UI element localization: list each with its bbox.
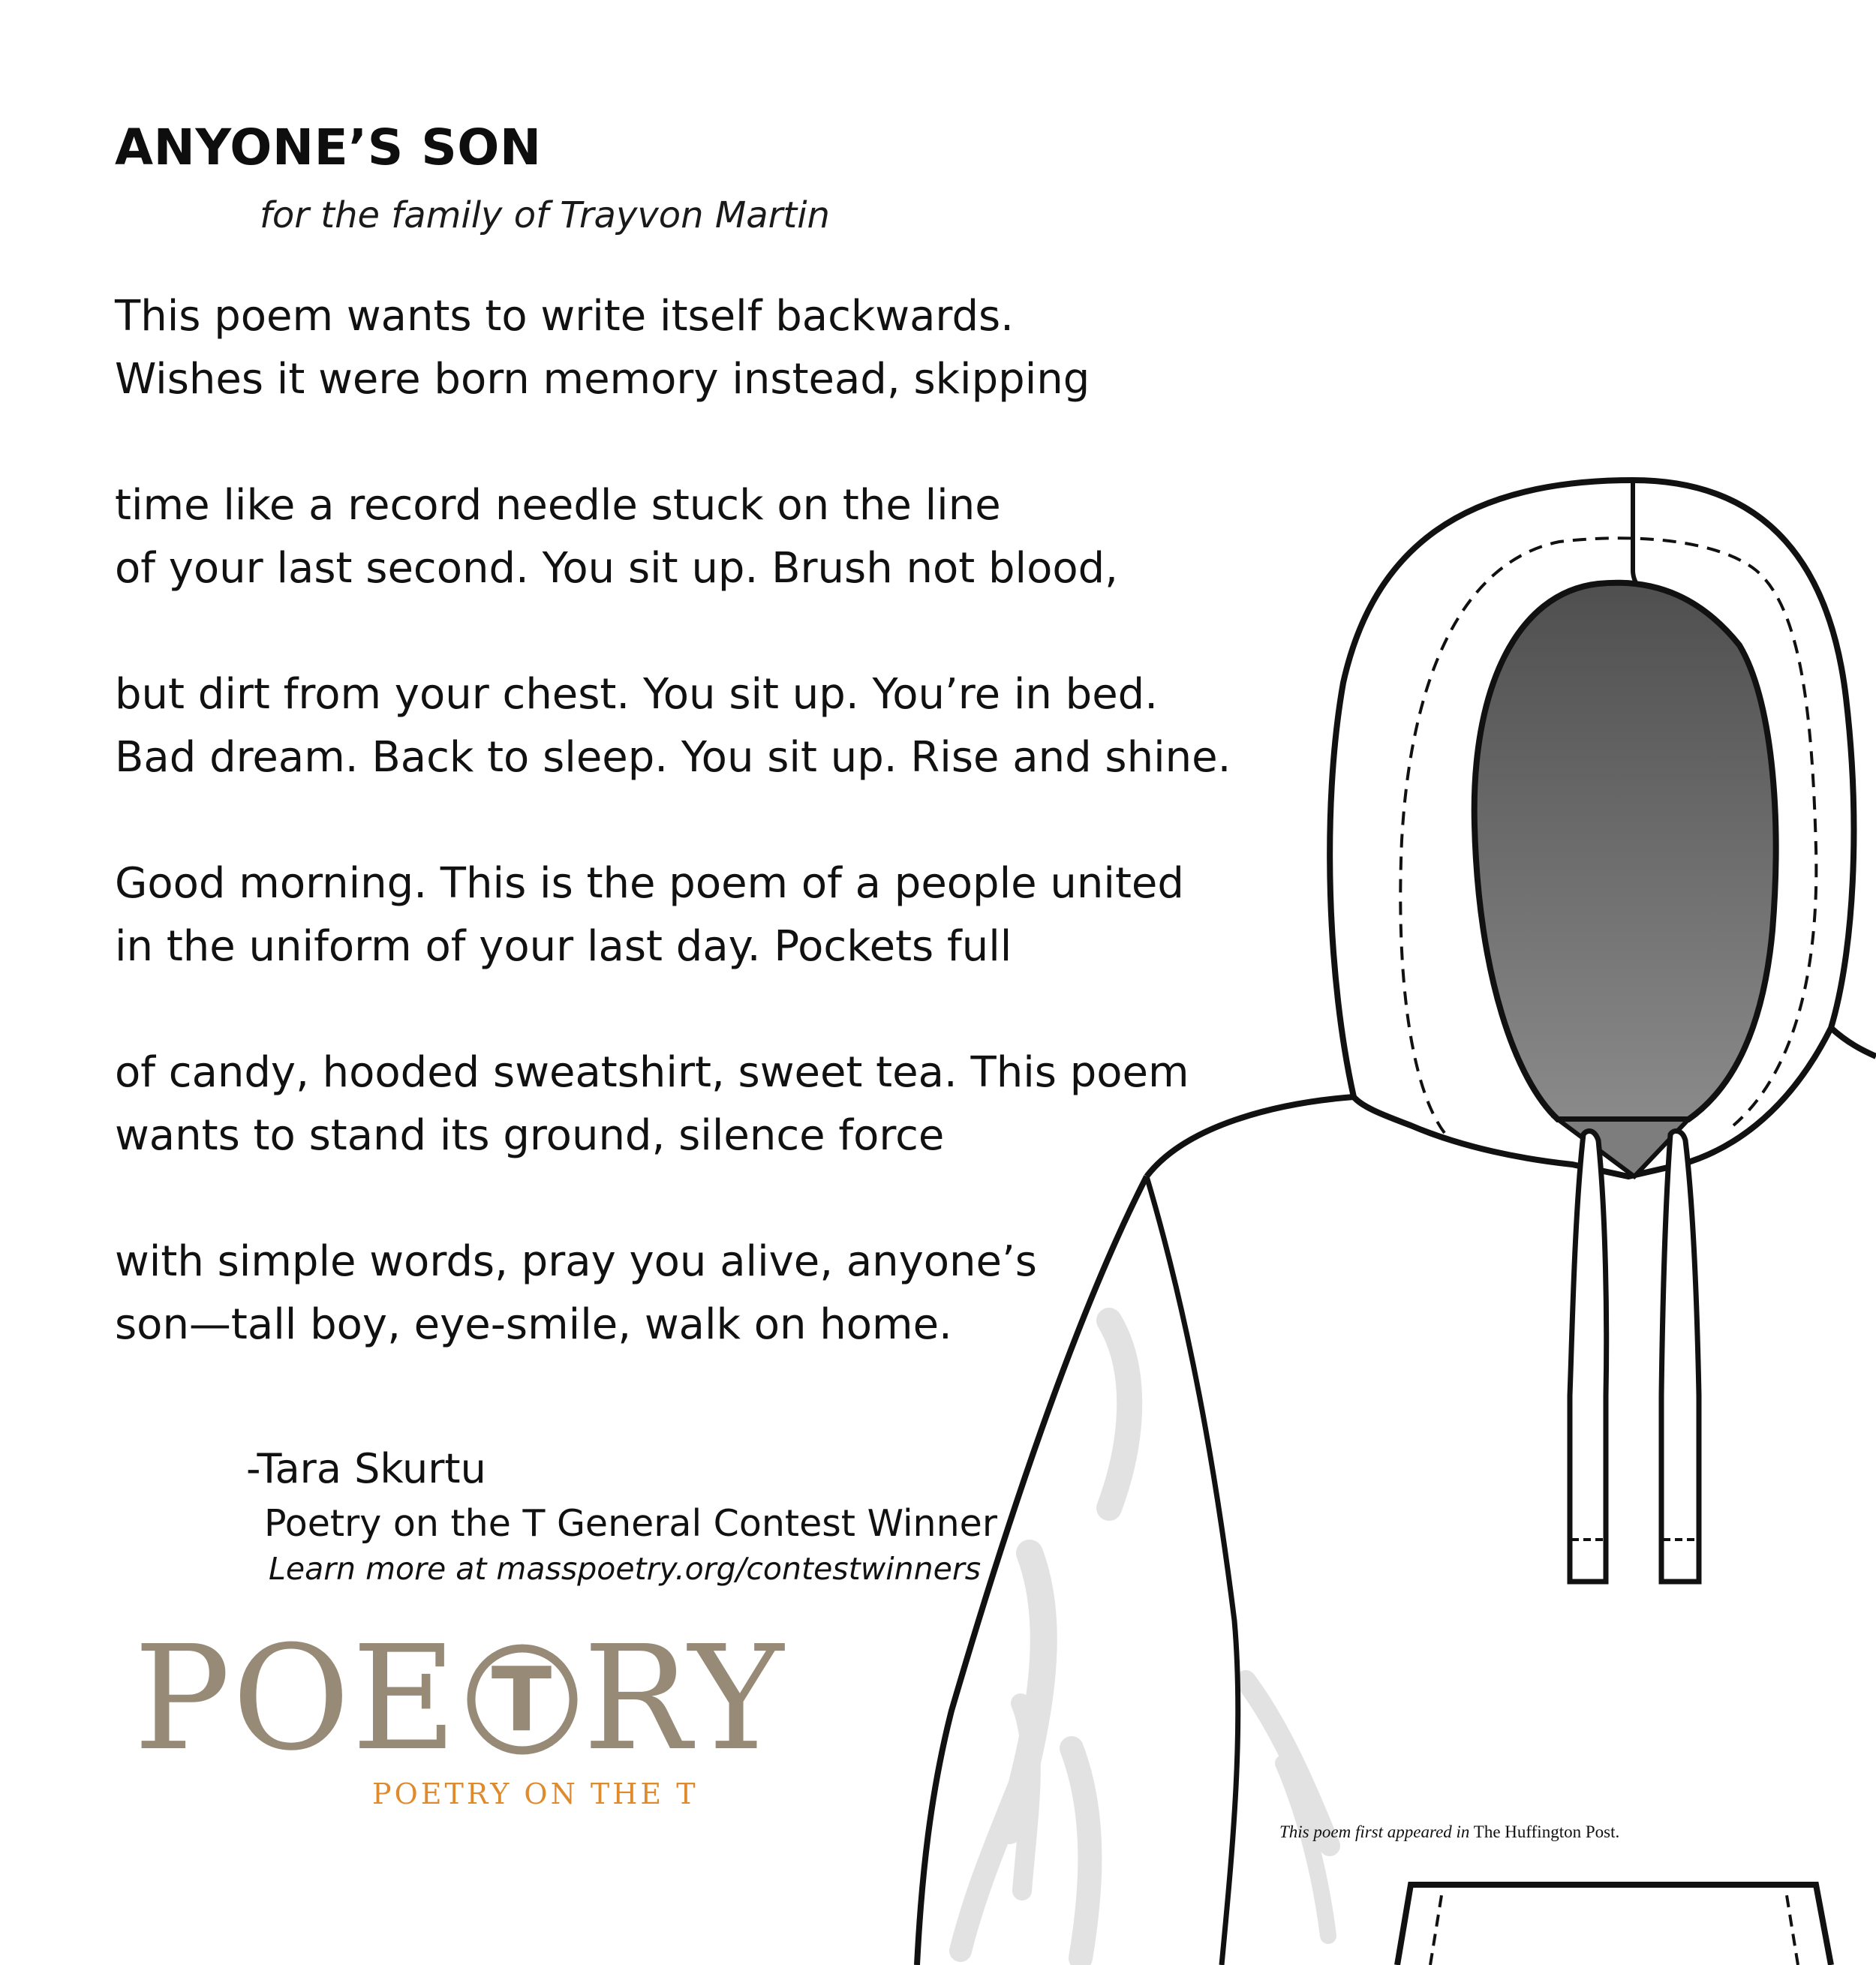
poem-body — [115, 285, 1285, 1420]
poem-line: of candy, hooded sweatshirt, sweet tea. This poem — [115, 1048, 1189, 1097]
drawstring-right — [1661, 1131, 1699, 1582]
stanza — [115, 1041, 1285, 1167]
stanza — [115, 852, 1285, 978]
pocket-stitch-right — [1786, 1891, 1798, 1965]
logo-word-end: RY — [582, 1615, 786, 1783]
poem-line: with simple words, pray you alive, anyone’s — [115, 1237, 1037, 1286]
right-shoulder-outline — [1831, 1028, 1876, 1056]
poem-line: in the uniform of your last day. Pockets full — [115, 922, 1012, 971]
pocket-stitch-left — [1430, 1891, 1442, 1965]
poem-line: Wishes it were born memory instead, skipping — [115, 355, 1090, 404]
poem-line: son—tall boy, eye-smile, walk on home. — [115, 1300, 952, 1349]
stanza — [115, 474, 1285, 600]
face-opening — [1475, 583, 1776, 1119]
poem-line: Good morning. This is the poem of a people united — [115, 859, 1184, 908]
learn-more-link[interactable]: Learn more at masspoetry.org/contestwinners — [269, 1551, 982, 1587]
logo-subtitle: POETRY ON THE T — [372, 1777, 699, 1810]
stanza — [115, 285, 1285, 411]
publication-credit — [1279, 1819, 1619, 1846]
poem-line: but dirt from your chest. You sit up. You’re in bed. — [115, 670, 1159, 719]
poem-author: -Tara Skurtu — [246, 1445, 486, 1492]
credit-intro: This poem first appeared in — [1279, 1822, 1470, 1841]
poem-dedication: for the family of Trayvon Martin — [260, 194, 830, 236]
poem-line: Bad dream. Back to sleep. You sit up. Rise and shine. — [115, 733, 1231, 782]
credit-publication: The Huffington Post. — [1473, 1822, 1620, 1841]
logo-word-start: POE — [134, 1615, 458, 1783]
poem-title: ANYONE’S SON — [115, 119, 542, 176]
poem-line: of your last second. You sit up. Brush not blood, — [115, 544, 1118, 593]
pocket — [1397, 1885, 1831, 1965]
poem-line: wants to stand its ground, silence force — [115, 1111, 945, 1160]
logo-t-circle-icon — [466, 1643, 579, 1756]
logo-wordmark — [134, 1615, 786, 1783]
stanza — [115, 663, 1285, 789]
contest-label: Poetry on the T General Contest Winner — [264, 1502, 997, 1545]
logo-circle-letter: T — [491, 1648, 553, 1751]
poetry-on-the-t-logo — [134, 1615, 794, 1823]
drawstring-left — [1570, 1131, 1607, 1582]
poem-line: time like a record needle stuck on the line — [115, 481, 1001, 530]
stanza — [115, 1230, 1285, 1357]
poem-line: This poem wants to write itself backwards. — [115, 292, 1014, 341]
